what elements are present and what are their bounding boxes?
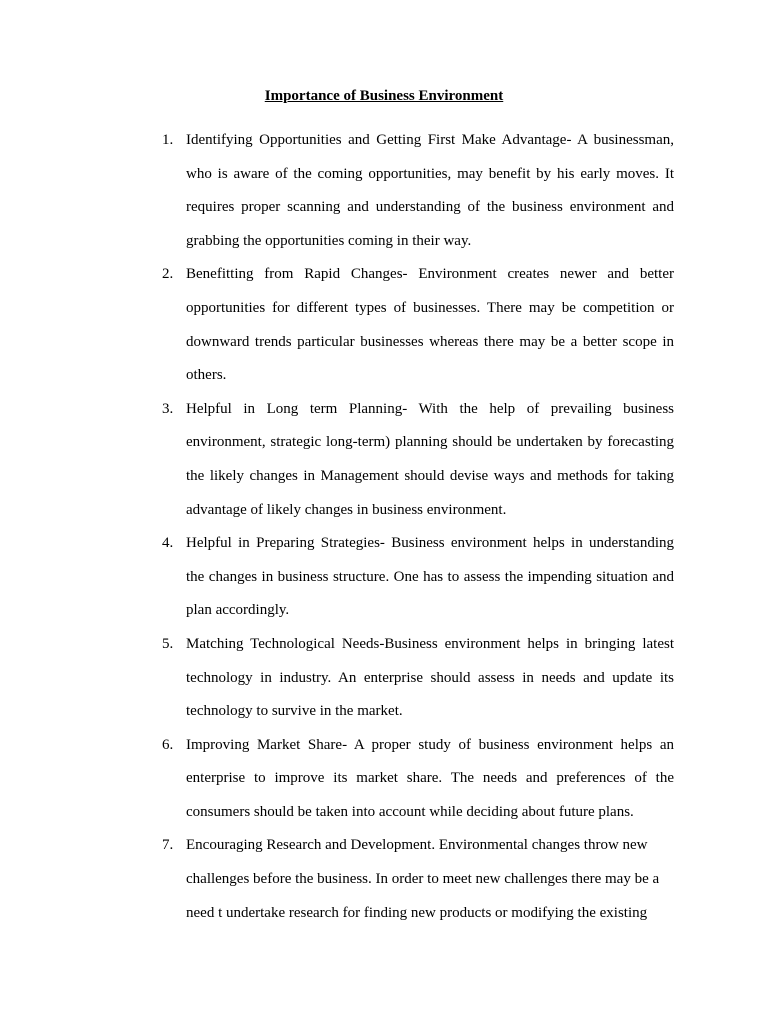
- list-item-text: Matching Technological Needs-Business environment helps in bringing latest technology in industry. An enterprise should assess in needs and update its technology to survive in the market.: [186, 635, 674, 720]
- list-item-number: 2.: [162, 266, 174, 283]
- list-item-number: 7.: [162, 837, 174, 854]
- list-item-text: Benefitting from Rapid Changes- Environment creates newer and better opportunities for different types of businesses. There may be competition or downward trends particular businesses whereas there may be a better scope in others.: [186, 266, 674, 384]
- list-item-number: 4.: [162, 535, 174, 552]
- list-item-text: Encouraging Research and Development. Environmental changes throw new challenges before the business. In order to meet new challenges there may be a need t undertake research for finding new products or modifying the existing: [186, 837, 660, 921]
- list-item-5: [162, 628, 674, 729]
- list-item-1: [162, 124, 674, 258]
- list-item-text: Improving Market Share- A proper study of business environment helps an enterprise to improve its market share. The needs and preferences of the consumers should be taken into account while deciding about future plans.: [186, 736, 674, 820]
- importance-list: [162, 124, 674, 930]
- list-item-text: Identifying Opportunities and Getting First Make Advantage- A businessman, who is aware of the coming opportunities, may benefit by his early moves. It requires proper scanning and understanding of the business environment and grabbing the opportunities coming in their way.: [186, 132, 674, 249]
- list-item-number: 5.: [162, 635, 174, 652]
- list-item-7: [162, 829, 674, 930]
- list-item-number: 6.: [162, 736, 174, 753]
- list-item-text: Helpful in Long term Planning- With the help of prevailing business environment, strategic long-term) planning should be undertaken by forecasting the likely changes in Management should devise ways and methods for taking advantage of likely changes in business environment.: [186, 400, 674, 518]
- document-title: Importance of Business Environment: [264, 88, 504, 104]
- list-item-number: 1.: [162, 132, 174, 148]
- list-item-2: [162, 258, 674, 392]
- list-item-4: [162, 527, 674, 628]
- list-item-6: [162, 729, 674, 830]
- list-item-3: [162, 393, 674, 527]
- list-item-text: Helpful in Preparing Strategies- Business environment helps in understanding the changes in business structure. One has to assess the impending situation and plan accordingly.: [186, 535, 674, 619]
- list-item-number: 3.: [162, 400, 174, 417]
